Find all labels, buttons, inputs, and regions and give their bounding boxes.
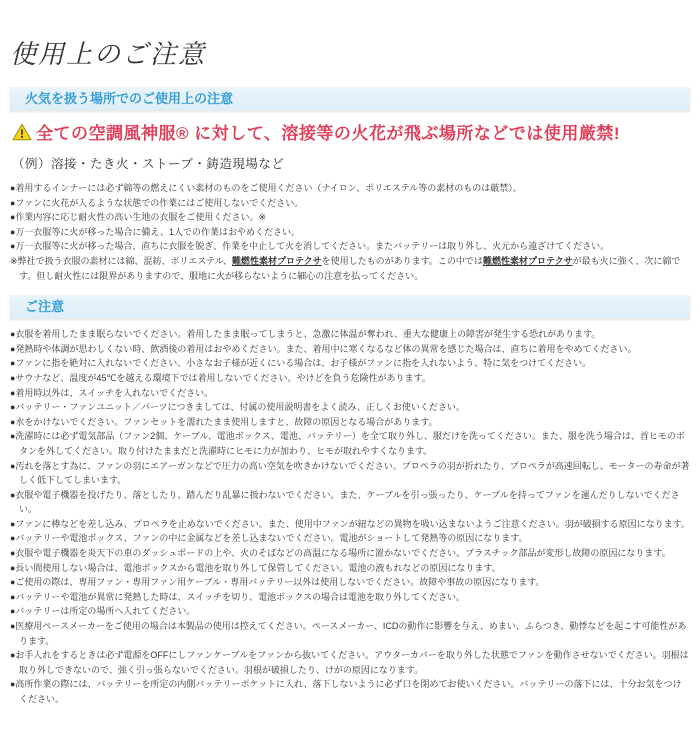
- section-header-general-caution-label: ご注意: [25, 299, 65, 315]
- notice-item: ●長い間使用しない場合は、電池ボックスから電池を取り外して保管してください。電池の液もれなどの原因になります。: [10, 562, 501, 573]
- notice-item: ●ファンに棒などを差し込み、プロペラを止めないでください。また、使用中ファンが紐などの異物を吸い込まないようご注意ください。羽が破損する原因になります。: [10, 518, 690, 529]
- notice-item: ●衣服や電子機器を投げたり、落としたり、踏んだり乱暴に扱わないでください。また、ケーブルを引っ張ったり、ケーブルを持ってファンを運んだりしないでください。: [10, 489, 680, 515]
- fire-warning-example: （例）溶接・たき火・ストーブ・鋳造現場など: [12, 157, 285, 171]
- note-text: を使用したものがあります。この中では: [321, 255, 483, 266]
- notice-item: ●バッテリーは所定の場所へ入れてください。: [10, 606, 196, 617]
- usage-notice-document: [0, 34, 700, 734]
- note-emphasized-text: 難燃性素材プロテクサ: [482, 255, 573, 266]
- note-emphasized-text: 難燃性素材プロテクサ: [232, 255, 322, 266]
- fabric-material-note: [10, 254, 690, 283]
- notice-item: ●着用時以外は、スイッチを入れないでください。: [10, 387, 214, 398]
- notice-item: ●衣服を着用したまま眠らないでください。着用したまま眠ってしまうと、急激に体温が奪われ、重大な健康上の障害が発生する恐れがあります。: [10, 329, 601, 340]
- fire-warning-text: 全ての空調風神服® に対して、溶接等の火花が飛ぶ場所などでは使用厳禁!: [36, 124, 621, 143]
- section-header-fire-caution: [10, 87, 690, 110]
- notice-item: ●医療用ペースメーカーをご使用の場合は本製品の使用は控えてください。ペースメーカー、ICDの動作に影響を与え、めまい、ふらつき、動悸などを起こす可能性があります。: [10, 621, 687, 646]
- notice-item: ●サウナなど、温度が45℃を越える環境下では着用しないでください。やけどを負う危険性があります。: [10, 372, 431, 383]
- notice-item: ●洗濯時には必ず電気部品（ファン2個、ケーブル、電池ボックス、電池、バッテリー）を全て取り外し、服だけを洗ってください。また、服を洗う場合は、首ヒモのボタンを外してください。取り付けたままだと洗濯時にヒモに力が加わり、ヒモが取れやすくなります。: [10, 431, 685, 456]
- notice-item: ●ファンに指を絶対に入れないでください。小さなお子様が近くにいる場合は、お子様がファンに指を入れないよう、特に気をつけてください。: [10, 358, 592, 369]
- notice-item: ●発熱時や体調が思わしくない時、飲酒後の着用はおやめください。また、着用中に寒くなるなど体の異常を感じた場合は、直ちに着用をやめてください。: [10, 343, 637, 354]
- warning-triangle-icon: [12, 123, 32, 141]
- page-title: 使用上のご注意: [10, 39, 207, 69]
- notice-item: ●万一衣服等に火が移った場合、直ちに衣服を脱ぎ、作業を中止して火を消してください。またバッテリーは取り外し、火元から遠ざけてください。: [10, 241, 610, 252]
- fire-caution-list: [10, 181, 690, 254]
- notice-item: ●お手入れをするときは必ず電源をOFFにしファンケーブルをファンから抜いてください。アウターカバーを取り外した状態でファンを動作させないでください。羽根は取り外しできないので、強く引っ張らないでください。羽根が破損したり、けがの原因になります。: [10, 650, 689, 675]
- notice-item: ●水をかけないでください。ファンセットを濡れたまま使用しますと、故障の原因となる場合があります。: [10, 416, 438, 427]
- note-text: ※弊社で扱う衣服の素材には綿、混紡、ポリエステル、: [10, 255, 233, 266]
- notice-item: ●バッテリーや電池ボックス、ファンの中に金属などを差し込まないでください。電池がショートして発熱等の原因になります。: [10, 533, 528, 544]
- general-caution-list: [10, 327, 690, 706]
- note-text: が最も火に強く、次に綿です。但し耐火性には限界がありますので、服地に火が移らないように細心の注意を払ってください。: [19, 255, 681, 281]
- notice-item: ●衣服や電子機器を炎天下の車のダッシュボードの上や、火のそばなどの高温になる場所に置かないでください。プラスチック部品が変形し故障の原因になります。: [10, 548, 671, 559]
- notice-item: ●作業内容に応じ耐火性の高い生地の衣服をご使用ください。※: [10, 212, 266, 223]
- notice-item: ●バッテリー・ファンユニット／パーツにつきましては、付属の使用説明書をよく読み、正しくお使いください。: [10, 402, 465, 413]
- section-header-general-caution: [10, 295, 690, 318]
- notice-item: ●着用するインナーには必ず綿等の燃えにくい素材のものをご使用ください（ナイロン、ポリエステル等の素材のものは厳禁）。: [10, 183, 522, 193]
- notice-item: ●汚れを落とす為に、ファンの羽にエアーガンなどで圧力の高い空気を吹きかけないでください。プロペラの羽が折れたり、プロペラが高速回転し、モーターの寿命が著しく低下してしまいます。: [10, 460, 690, 486]
- notice-item: ●万一衣服等に火が移った場合に備え、1人での作業はおやめください。: [10, 226, 300, 237]
- section-header-fire-caution-label: 火気を扱う場所でのご使用上の注意: [25, 91, 234, 106]
- notice-item: ●ファンに火花が入るような状態での作業にはご使用しないでください。: [10, 197, 304, 208]
- notice-item: ●バッテリーや電池が異常に発熱した時は、スイッチを切り、電池ボックスの場合は電池を取り外してください。: [10, 591, 465, 602]
- notice-item: ●高所作業の際には、バッテリーを所定の内側バッテリーポケットに入れ、落下しないように必ず口を閉めてお使いください。バッテリーの落下には、十分お気をつけください。: [10, 679, 682, 704]
- fire-warning-banner: [12, 119, 700, 144]
- notice-item: ●ご使用の際は、専用ファン・専用ファン用ケーブル・専用バッテリー以外は使用しないでください。故障や事故の原因になります。: [10, 577, 545, 588]
